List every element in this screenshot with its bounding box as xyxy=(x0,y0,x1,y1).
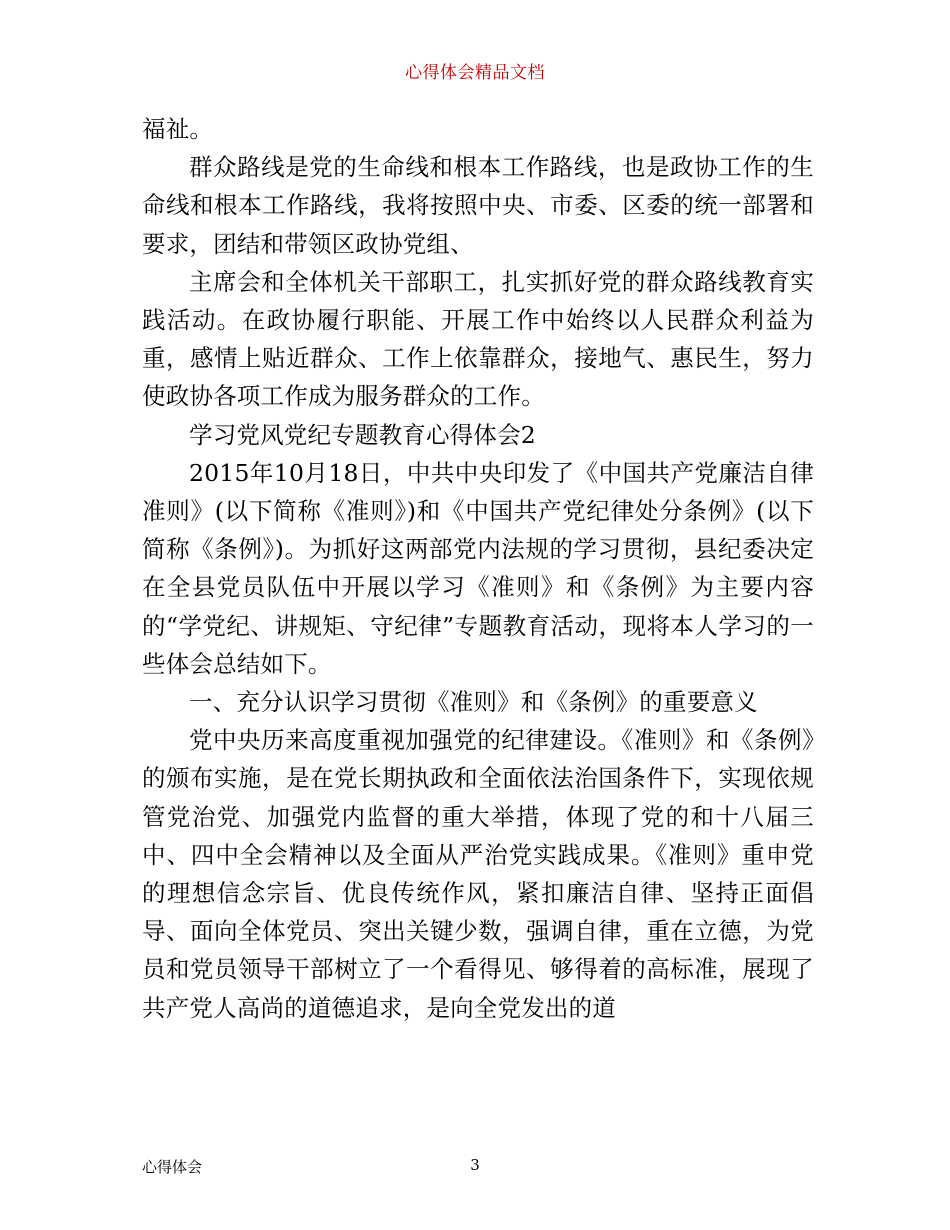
section-heading: 学习党风党纪专题教育心得体会2 xyxy=(189,420,536,449)
section-heading: 一、充分认识学习贯彻《准则》和《条例》的重要意义 xyxy=(189,688,758,717)
document-body xyxy=(142,110,814,1027)
paragraph: 群众路线是党的生命线和根本工作路线，也是政协工作的生命线和根本工作路线，我将按照中央、市委、区委的统一部署和要求，团结和带领区政协党组、 xyxy=(142,153,814,258)
page-number: 3 xyxy=(470,1156,480,1174)
paragraph: 2015年10月18日，中共中央印发了《中国共产党廉洁自律准则》(以下简称《准则》)和《中国共产党纪律处分条例》(以下简称《条例》)。为抓好这两部党内法规的学习贯彻，县纪委决定在全县党员队伍中开展以学习《准则》和《条例》为主要内容的“学党纪、讲规矩、守纪律”专题教育活动，现将本人学习的一些体会总结如下。 xyxy=(142,458,814,678)
paragraph: 福祉。 xyxy=(142,115,214,143)
paragraph: 主席会和全体机关干部职工，扎实抓好党的群众路线教育实践活动。在政协履行职能、开展工作中始终以人民群众利益为重，感情上贴近群众、工作上依靠群众，接地气、惠民生，努力使政协各项工作成为服务群众的工作。 xyxy=(142,267,814,411)
paragraph: 党中央历来高度重视加强党的纪律建设。《准则》和《条例》的颁布实施，是在党长期执政和全面依法治国条件下，实现依规管党治党、加强党内监督的重大举措，体现了党的和十八届三中、四中全会精神以及全面从严治党实践成果。《准则》重申党的理想信念宗旨、优良传统作风，紧扣廉洁自律、坚持正面倡导、面向全体党员、突出关键少数，强调自律，重在立德，为党员和党员领导干部树立了一个看得见、够得着的高标准，展现了共产党人高尚的道德追求，是向全党发出的道 xyxy=(142,726,814,1022)
page-header-title: 心得体会精品文档 xyxy=(405,63,545,83)
page-footer-label: 心得体会 xyxy=(142,1158,203,1176)
